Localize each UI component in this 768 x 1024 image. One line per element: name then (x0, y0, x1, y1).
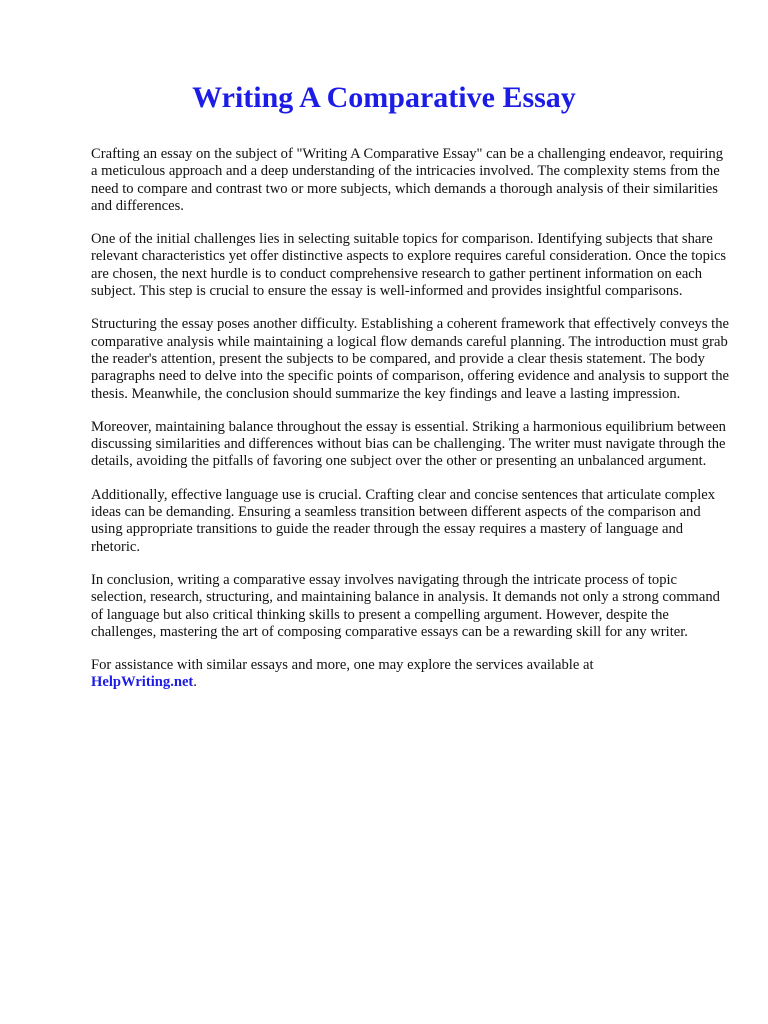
paragraph-5: Additionally, effective language use is crucial. Crafting clear and concise sentences that articulate complex ideas can be demanding. Ensuring a seamless transition between different aspects of the comparison and using appropriate transitions to guide the reader through the essay requires a mastery of language and rhetoric. (91, 486, 716, 555)
paragraph-6: In conclusion, writing a comparative essay involves navigating through the intricate process of topic selection, research, structuring, and maintaining balance in analysis. It demands not only a strong command of language but also critical thinking skills to present a compelling argument. However, despite the challenges, mastering the art of composing comparative essays can be a rewarding skill for any writer. (91, 571, 720, 640)
paragraph-3: Structuring the essay poses another difficulty. Establishing a coherent framework that effectively conveys the comparative analysis while maintaining a logical flow demands careful planning. The introduction must grab the reader's attention, present the subjects to be compared, and provide a clear thesis statement. The body paragraphs need to delve into the specific points of comparison, offering evidence and analysis to support the thesis. Meanwhile, the conclusion should summarize the key findings and leave a lasting impression. (91, 316, 730, 402)
paragraph-1: Crafting an essay on the subject of "Writing A Comparative Essay" can be a challenging endeavor, requiring a meticulous approach and a deep understanding of the intricacies involved. The complexity stems from the need to compare and contrast two or more subjects, which demands a thorough analysis of their similarities and differences. (91, 146, 724, 214)
helpwriting-link[interactable]: HelpWriting.net (91, 674, 194, 691)
closing-text: For assistance with similar essays and more, one may explore the services available at (91, 657, 594, 674)
paragraph-2: One of the initial challenges lies in selecting suitable topics for comparison. Identifying subjects that share relevant characteristics yet offer distinctive aspects to explore requires careful consideration. Once the topics are chosen, the next hurdle is to conduct comprehensive research to gather pertinent information on each subject. This step is crucial to ensure the essay is well-informed and provides insightful comparisons. (91, 231, 727, 300)
paragraph-4: Moreover, maintaining balance throughout the essay is essential. Striking a harmonious equilibrium between discussing similarities and differences without bias can be challenging. The writer must navigate through the details, avoiding the pitfalls of favoring one subject over the other or presenting an unbalanced argument. (91, 418, 726, 470)
document-title: Writing A Comparative Essay (192, 81, 576, 114)
document-body (91, 146, 731, 708)
closing-suffix: . (193, 674, 197, 691)
closing-paragraph (91, 657, 731, 692)
